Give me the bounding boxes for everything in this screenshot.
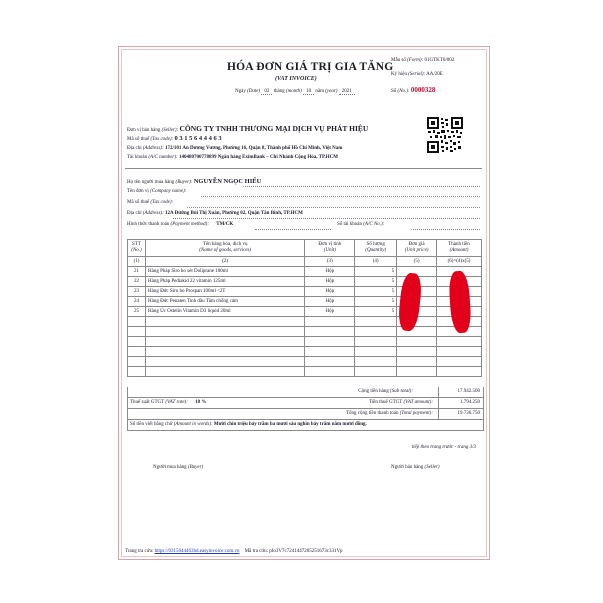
subtotal-value: 17.942.500 [457, 389, 480, 394]
vat-rate-label: Thuế suất GTGT [130, 400, 165, 405]
serial-number [391, 72, 443, 78]
buyer-signature-label: Người mua hàng [153, 465, 187, 470]
invoice-page [115, 40, 490, 563]
col-header-name [145, 240, 304, 257]
dotted-rule [173, 218, 480, 219]
lookup-link[interactable]: https://0315644463hd.easyinvoice.com.vn [154, 549, 240, 554]
vat-amount-label-en: (VAT amount): [403, 400, 433, 405]
row-unit: Hộp [305, 297, 355, 307]
seller-signature-label-en: (Seller) [424, 465, 440, 470]
seller-account: 140480700778899 Ngân hàng EximBank – Chi Nhánh Cộng Hòa, TP.HCM [178, 155, 339, 160]
seller-address: 172/101 An Dương Vương, Phường 16, Quận 8, Thành phố Hồ Chí Minh, Việt Nam [165, 146, 343, 151]
col-header-no [128, 240, 146, 257]
seller-tax: 0 3 1 5 6 4 4 4 6 3 [174, 135, 222, 142]
no-value: 0000328 [410, 86, 436, 94]
seller-tax-row [127, 136, 222, 143]
dotted-rule [255, 229, 331, 230]
col-header-amount-en: (Amount) [449, 248, 469, 253]
row-name: Hàng Đức Penaten Tinh dầu Tắm chống cảm [145, 297, 304, 307]
row-name: Hàng Pháp Siro ho sét Doliprane 100ml [145, 267, 304, 277]
row-unit: Hộp [305, 307, 355, 317]
table-row-empty [128, 327, 482, 337]
seller-name-row [127, 126, 368, 134]
buyer-tax-label: Mã số thuế [127, 200, 150, 205]
col-header-price-vi: Đơn giá [408, 242, 425, 247]
seller-signature [391, 465, 440, 471]
table-row-empty [128, 317, 482, 327]
cell-divider [438, 409, 439, 419]
subtotal-row [127, 387, 484, 398]
index-cell: (5) [397, 257, 437, 267]
buyer-account-label-en: (A/C No.): [363, 222, 385, 227]
col-header-unit [305, 240, 355, 257]
no-label: Số [391, 89, 397, 94]
month-prefix: tháng [273, 89, 285, 94]
month-label: (month) [286, 89, 302, 94]
index-cell: (2) [145, 257, 304, 267]
col-header-qty-vi: Số lượng [366, 242, 385, 247]
buyer-company-label-en: (Company name): [150, 189, 187, 194]
seller-tax-label: Mã số thuế [127, 137, 150, 142]
subtotal-label-en: (Sub total): [390, 389, 413, 394]
qr-code-icon [427, 117, 463, 153]
lookup-label: Trang tra cứu: [125, 549, 154, 554]
seller-tax-label-en: (Tax code): [150, 137, 174, 142]
seller-address-label: Địa chỉ [127, 146, 142, 151]
seller-name: CÔNG TY TNHH THƯƠNG MẠI DỊCH VỤ PHÁT HIỆU [179, 124, 369, 133]
row-qty: 5 [355, 307, 397, 317]
seller-account-row [127, 155, 338, 161]
row-qty: 5 [355, 287, 397, 297]
col-header-price [397, 240, 437, 257]
no-label-en: (No.): [397, 89, 410, 94]
buyer-address-label-en: (Address): [142, 211, 164, 216]
serial-label: Ký hiệu [391, 72, 407, 77]
buyer-name-label-en: (Buyer): [175, 180, 193, 185]
buyer-account-row [337, 222, 384, 228]
words-value: Mười chín triệu bảy trăm ba mươi sáu nghìn bảy trăm năm mươi đồng. [213, 422, 367, 427]
cell-divider [438, 387, 439, 397]
subtotal-label: Cộng tiền hàng [358, 389, 389, 394]
row-name: Hàng Pháp Pediakid 22 vitamin 125ml [145, 277, 304, 287]
table-row [128, 307, 482, 317]
col-header-no-vi: STT [132, 242, 141, 247]
date-year: 2021 [339, 89, 355, 95]
table-row-empty [128, 357, 482, 367]
date-month: 10 [303, 89, 314, 95]
code-value: pfo3V7c7241447265251673c331Vp [269, 549, 343, 554]
dotted-rule [201, 196, 480, 197]
buyer-name: NGUYỄN NGỌC HIẾU [193, 178, 262, 185]
row-no: 22 [128, 277, 146, 287]
form-label-en: (Form): [407, 58, 424, 63]
row-qty: 5 [355, 267, 397, 277]
col-header-unit-en: (Unit) [323, 248, 336, 253]
amount-in-words-row [127, 420, 484, 431]
table-row [128, 267, 482, 277]
buyer-address-row [127, 211, 303, 217]
year-label: (year) [325, 89, 338, 94]
buyer-tax-row [127, 200, 173, 206]
form-label: Mẫu số [391, 58, 406, 63]
table-index-row [128, 257, 482, 267]
col-header-qty [355, 240, 397, 257]
year-prefix: năm [315, 89, 324, 94]
buyer-address: 12A Đường Bùi Thị Xuân, Phường 02, Quận Tân Bình, TP.HCM [165, 211, 303, 216]
buyer-tax-label-en: (Tax code): [150, 200, 174, 205]
words-label-en: (Amount in words): [173, 422, 213, 427]
dotted-rule [243, 186, 480, 187]
buyer-payment-label: Hình thức thanh toán [127, 222, 170, 227]
col-header-name-vi: Tên hàng hóa, dịch vụ [202, 242, 248, 247]
row-name: Hàng Đức Siro ho Prospan 100ml <2T [145, 287, 304, 297]
buyer-payment-row [127, 222, 233, 228]
vat-rate-label-en: (VAT rate): [165, 400, 188, 405]
table-row [128, 277, 482, 287]
cell-divider [438, 398, 439, 408]
index-cell: (3) [305, 257, 355, 267]
row-no: 25 [128, 307, 146, 317]
table-row [128, 297, 482, 307]
vat-amount-label: Tiền thuế GTGT [368, 400, 403, 405]
dotted-rule [411, 229, 480, 230]
col-header-price-en: (Unit price) [404, 248, 429, 253]
serial-value: AA/20E [426, 72, 443, 77]
page-continued-note: tiếp theo trang trước - trang 3/3 [411, 445, 476, 450]
total-label-en: (Total payment): [399, 411, 433, 416]
index-cell: (4) [355, 257, 397, 267]
seller-account-label: Tài khoản [127, 155, 148, 160]
serial-label-en: (Serial): [408, 72, 426, 77]
vat-rate-value: 10 % [195, 400, 207, 405]
invoice-subtitle: (VAT INVOICE) [275, 76, 317, 82]
items-table [127, 239, 482, 377]
row-qty: 5 [355, 297, 397, 307]
words-label: Số tiền viết bằng chữ [130, 422, 173, 427]
buyer-name-row [127, 179, 261, 186]
row-no: 23 [128, 287, 146, 297]
index-cell: (1) [128, 257, 146, 267]
total-row [127, 409, 484, 420]
row-unit: Hộp [305, 267, 355, 277]
buyer-signature [153, 465, 203, 471]
seller-account-label-en: (A/C number): [148, 155, 178, 160]
total-value: 19.736.750 [457, 411, 480, 416]
row-name: Hàng Úc Ostelin Vitamin D3 liquid 20ml [145, 307, 304, 317]
lookup-footer [125, 549, 343, 554]
buyer-name-label: Họ tên người mua hàng [127, 180, 175, 185]
col-header-unit-vi: Đơn vị tính [318, 242, 342, 247]
invoice-title: HÓA ĐƠN GIÁ TRỊ GIA TĂNG [227, 61, 394, 73]
vat-row [127, 398, 484, 409]
section-divider [125, 168, 482, 169]
buyer-signature-label-en: (Buyer) [187, 465, 204, 470]
row-qty: 5 [355, 277, 397, 287]
total-label: Tổng cộng tiền thanh toán [345, 411, 399, 416]
row-no: 21 [128, 267, 146, 277]
form-number [391, 58, 454, 64]
date-day-label: (Date) [247, 89, 261, 94]
vat-amount-value: 1.794.250 [460, 400, 480, 405]
buyer-payment-label-en: (Payment method): [170, 222, 210, 227]
col-header-name-en: (Name of goods, services) [199, 248, 252, 253]
col-header-amount [437, 240, 482, 257]
invoice-date [235, 89, 355, 95]
table-row [128, 287, 482, 297]
date-prefix: Ngày [235, 89, 246, 94]
seller-address-row [127, 146, 342, 152]
buyer-company-label: Tên đơn vị [127, 189, 149, 194]
row-no: 24 [128, 297, 146, 307]
code-label: Mã tra cứu: [244, 549, 268, 554]
table-row-empty [128, 337, 482, 347]
seller-signature-label: Người bán hàng [391, 465, 424, 470]
col-header-no-en: (No.) [131, 248, 142, 253]
buyer-company-row [127, 189, 186, 195]
form-value: 01GTKT0/002 [424, 58, 455, 63]
buyer-payment: TM/CK [216, 222, 234, 227]
buyer-address-label: Địa chỉ [127, 211, 142, 216]
col-header-qty-en: (Quantity) [365, 248, 387, 253]
invoice-number [391, 87, 435, 95]
buyer-account-label: Số tài khoản [337, 222, 362, 227]
dotted-rule [187, 207, 480, 208]
seller-name-label-en: (Seller): [161, 128, 179, 133]
seller-address-label-en: (Address): [142, 146, 164, 151]
row-unit: Hộp [305, 277, 355, 287]
table-header-row [128, 240, 482, 257]
date-day: 02 [261, 89, 272, 95]
seller-name-label: Đơn vị bán hàng [127, 128, 161, 133]
row-unit: Hộp [305, 287, 355, 297]
index-cell: (6)=(4)x(5) [437, 257, 482, 267]
table-row-empty [128, 367, 482, 377]
table-row-empty [128, 347, 482, 357]
col-header-amount-vi: Thành tiền [448, 242, 470, 247]
